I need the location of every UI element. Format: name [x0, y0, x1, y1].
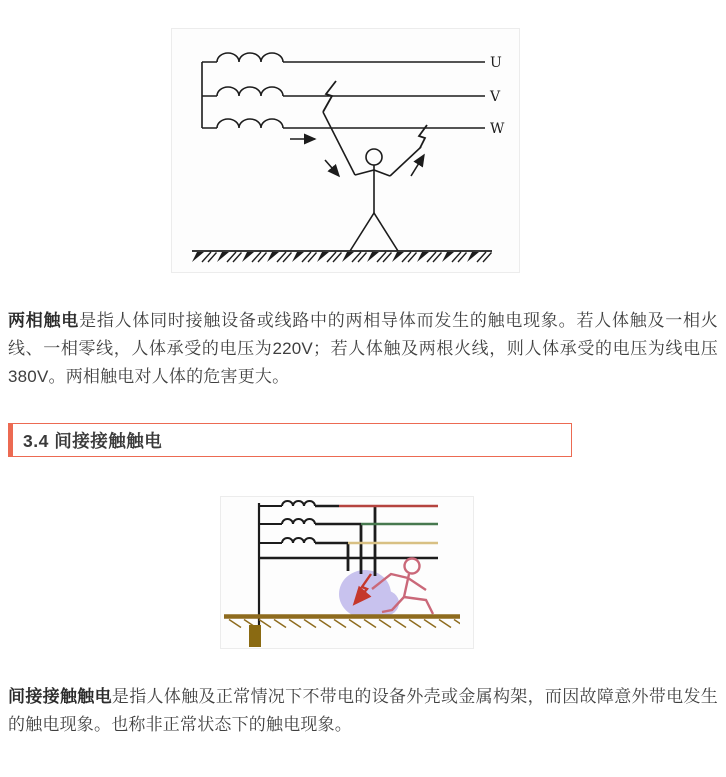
earth-electrode	[249, 625, 261, 647]
phase-label-v: V	[490, 89, 501, 105]
contact-lead-right	[390, 147, 421, 176]
indirect-contact-paragraph	[8, 683, 718, 739]
winding-coil-u	[217, 53, 283, 62]
winding-coil-1	[282, 501, 315, 506]
indirect-contact-diagram	[221, 497, 473, 648]
winding-connectors	[259, 506, 282, 543]
section-header-title: 3.4 间接接触触电	[23, 430, 163, 451]
winding-coil-2	[282, 519, 315, 524]
phase-label-w: W	[490, 121, 505, 137]
ground-hatching	[192, 252, 492, 263]
section-header-box	[8, 423, 572, 457]
two-phase-shock-figure	[171, 28, 520, 273]
ground-hatching	[228, 618, 460, 629]
current-arrow-icon	[325, 160, 339, 176]
two-phase-shock-paragraph	[8, 307, 718, 391]
two-phase-shock-diagram	[172, 29, 519, 272]
current-arrow-icon	[411, 155, 424, 176]
winding-coil-w	[217, 119, 283, 128]
paragraph-lead-term: 间接接触触电	[8, 687, 112, 706]
winding-coil-3	[282, 538, 315, 543]
paragraph-body-text: 是指人体触及正常情况下不带电的设备外壳或金属构架，而因故障意外带电发生的触电现象。也称非正常状态下的触电现象。	[8, 687, 718, 734]
paragraph-lead-term: 两相触电	[8, 311, 80, 330]
winding-connectors	[202, 62, 217, 128]
phase-label-u: U	[490, 55, 502, 71]
winding-coil-v	[217, 87, 283, 96]
phase-line-black-segments	[315, 506, 361, 543]
indirect-contact-figure	[220, 496, 474, 649]
paragraph-body-text: 是指人体同时接触设备或线路中的两相导体而发生的触电现象。若人体触及一相火线、一相零线，人体承受的电压为220V；若人体触及两根火线，则人体承受的电压为线电压380V。两相触电对人体的危害更大。	[8, 311, 718, 386]
person-figure	[350, 149, 398, 251]
contact-lead-left	[323, 112, 355, 175]
service-drop-lines	[348, 506, 375, 576]
